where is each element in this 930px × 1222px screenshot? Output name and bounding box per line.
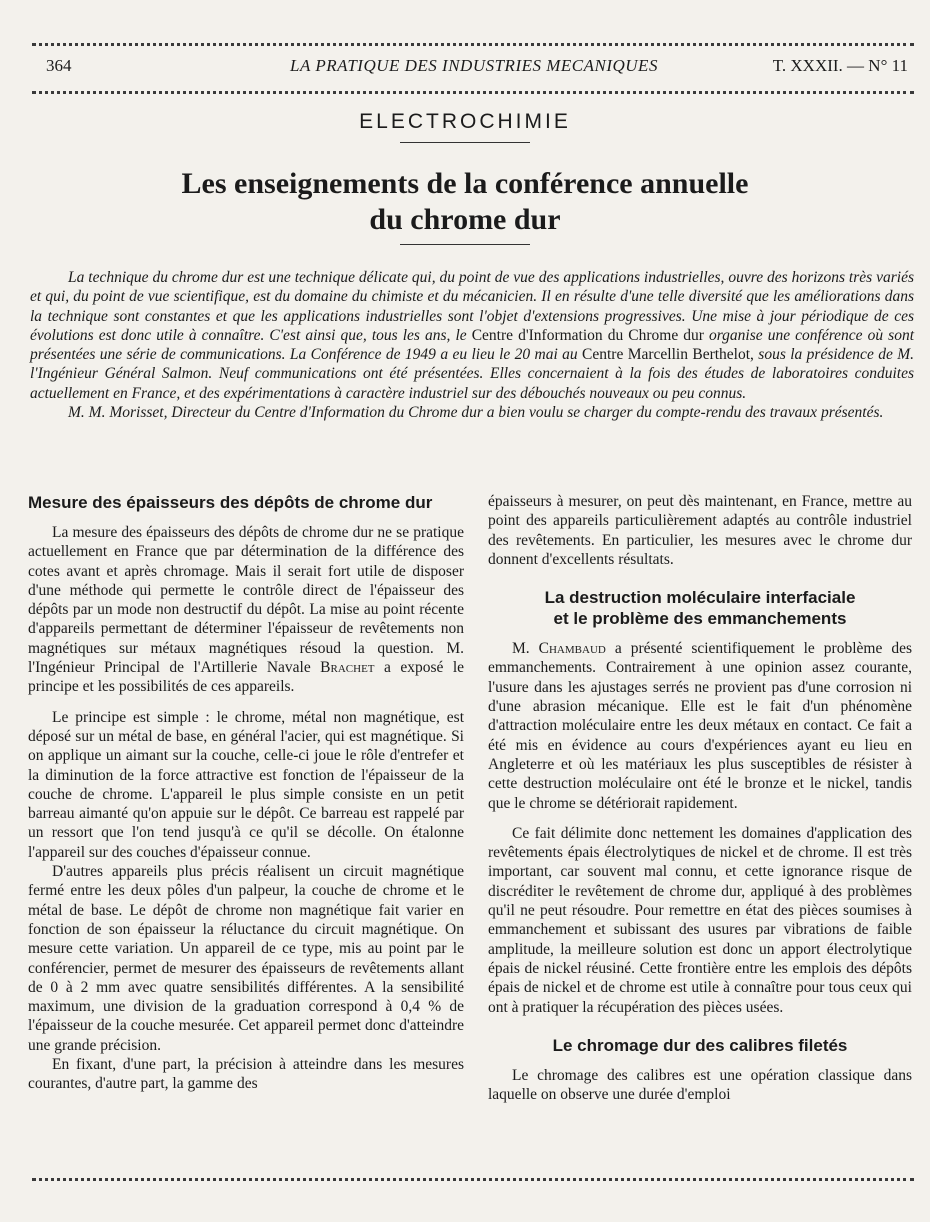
right-paragraph-3: Le chromage des calibres est une opération classique dans laquelle on observe une durée d'emploi (488, 1066, 912, 1104)
right-p1-name: M. Chambaud (512, 640, 606, 658)
left-p1-name: Brachet (320, 659, 375, 677)
heading-destruction-line-1: La destruction moléculaire interfaciale (544, 588, 856, 608)
intro-text-b: Centre d'Information du Chrome dur (471, 326, 704, 344)
right-paragraph-2: Ce fait délimite donc nettement les domaines d'application des revêtements épais électrolytiques de nickel et de chrome. Il est très important, car souvent mal connu, et cette ignorance risque de discréditer le revêtement de chrome dur, appliqué à des problèmes qu'il ne peut résoudre. Pour remettre en état des pièces soumises à emmanchement et subissant des usures par vibrations de faible amplitude, la meilleure solution est donc un apport électrolytique épais de nickel réusiné. Cette frontière entre les emplois des dépôts épais de nickel et de chrome est utile à connaître pour tous ceux qui ont à pratiquer la récupération des pièces usées. (488, 824, 912, 1016)
intro-text-c: organise une conférence où sont présentées une série de communications. La Conférence de 1949 a eu lieu le 20 mai au (30, 326, 914, 364)
right-column (488, 492, 912, 1104)
section-label: ELECTROCHIMIE (359, 110, 571, 133)
right-p1-text: a présenté scientifiquement le problème des emmanchements. Contrairement à une opinion assez courante, l'usure dans les ajustages serrés ne provient pas d'une corrosion ni d'une abrasion mécanique. Elle est le fait d'un phénomène d'attraction moléculaire entre les deux métaux en contact. Ce fait a été mis en évidence au cours d'expériences ayant eu lieu en Angleterre et où les matériaux les plus susceptibles de résister à cette destruction moléculaire ont été le bronze et le nickel, tandis que le chrome se détériorait rapidement. (488, 640, 912, 812)
right-paragraph-0: épaisseurs à mesurer, on peut dès maintenant, en France, mettre au point des appareils particulièrement adaptés au contrôle industriel des revêtements. En particulier, les mesures avec le chrome dur donnent d'excellents résultats. (488, 493, 912, 568)
left-paragraph-2: Le principe est simple : le chrome, métal non magnétique, est déposé sur un métal de base, en général l'acier, qui est magnétique. Si on applique un aimant sur la couche, celle-ci joue le rôle d'entrefer et la diminution de la force attractive est fonction de l'épaisseur de la couche de chrome. L'appareil le plus simple consiste en un petit barreau aimanté qu'on appuie sur le dépôt. Ce barreau est rappelé par un ressort que l'on tend jusqu'à ce qu'il se décolle. On étalonne l'appareil sur des couches d'épaisseur connue. (28, 708, 464, 861)
intro-text-e: sous la présidence de M. l'Ingénieur Général Salmon. Neuf communications ont été présentées. Elles concernaient à la fois des études de laboratoires conduites actuellement en France, et des expérimentations à caractère industriel sur des débouchés nouveaux ou peu connus. (30, 346, 914, 402)
title-line-1: Les enseignements de la conférence annuelle (181, 167, 749, 200)
right-paragraph-1 (488, 639, 912, 813)
article-title (60, 166, 870, 238)
intro-paragraph-1 (30, 268, 914, 403)
article-intro (30, 268, 914, 422)
bottom-dotted-rule (32, 1178, 914, 1181)
intro-text-d: Centre Marcellin Berthelot, (582, 346, 754, 364)
intro-paragraph-2: M. M. Morisset, Directeur du Centre d'Information du Chrome dur a bien voulu se charger du compte-rendu des travaux présentés. (68, 404, 884, 422)
section-underline (400, 142, 530, 143)
title-underline (400, 244, 530, 245)
left-paragraph-4: En fixant, d'une part, la précision à atteindre dans les mesures courantes, d'autre part, la gamme des (28, 1056, 464, 1093)
volume-issue: T. XXXII. — N° 11 (772, 56, 908, 75)
heading-calibres: Le chromage dur des calibres filetés (552, 1035, 848, 1055)
left-column (28, 492, 464, 1094)
heading-destruction (488, 587, 912, 629)
left-p1-end: a exposé le principe et les possibilités de ces appareils. (28, 659, 464, 696)
top-dotted-rule (32, 43, 914, 46)
heading-mesure: Mesure des épaisseurs des dépôts de chrome dur (28, 493, 433, 512)
running-header (40, 56, 908, 80)
page-number: 364 (46, 56, 72, 75)
header-dotted-rule (32, 91, 914, 94)
title-line-2: du chrome dur (369, 203, 561, 236)
journal-title: LA PRATIQUE DES INDUSTRIES MECANIQUES (290, 56, 658, 75)
heading-destruction-line-2: et le problème des emmanchements (553, 609, 847, 629)
left-paragraph-3: D'autres appareils plus précis réalisent un circuit magnétique fermé entre les deux pôles d'un palpeur, la couche de chrome et le métal de base. Le dépôt de chrome non magnétique fait varier en fonction de son épaisseur la réluctance du circuit magnétique. On mesure cette variation. Un appareil de ce type, mis au point par le conférencier, permet de mesurer des épaisseurs de revêtements allant de 0 à 2 mm avec quatre sensibilités différentes. A la sensibilité maximum, une division de la graduation correspond à 0,4 % de l'épaisseur de la couche mesurée. Cet appareil permet donc d'atteindre une grande précision. (28, 863, 464, 1054)
left-paragraph-1 (28, 523, 464, 697)
left-p1-text: La mesure des épaisseurs des dépôts de chrome dur ne se pratique actuellement en France que par détermination de la différence des cotes avant et après chromage. Mais il serait fort utile de disposer d'une méthode qui permette le contrôle direct de l'épaisseur des dépôts par un mode non destructif du dépôt. La mise au point récente d'appareils permettant de déterminer l'épaisseur de revêtements non magnétiques sur métaux magnétiques résoud la question. M. l'Ingénieur Principal de l'Artillerie Navale (28, 524, 464, 677)
intro-text-a: La technique du chrome dur est une technique délicate qui, du point de vue des applications industrielles, ouvre des horizons très variés et qui, du point de vue scientifique, est du domaine du chimiste et du mécanicien. Il en résulte d'une telle diversité que les améliorations dans la technique sont constantes et que les applications industrielles sont l'objet d'extensions progressives. Une mise à jour périodique de ces évolutions est donc utile à connaître. C'est ainsi que, tous les ans, le (30, 269, 914, 344)
